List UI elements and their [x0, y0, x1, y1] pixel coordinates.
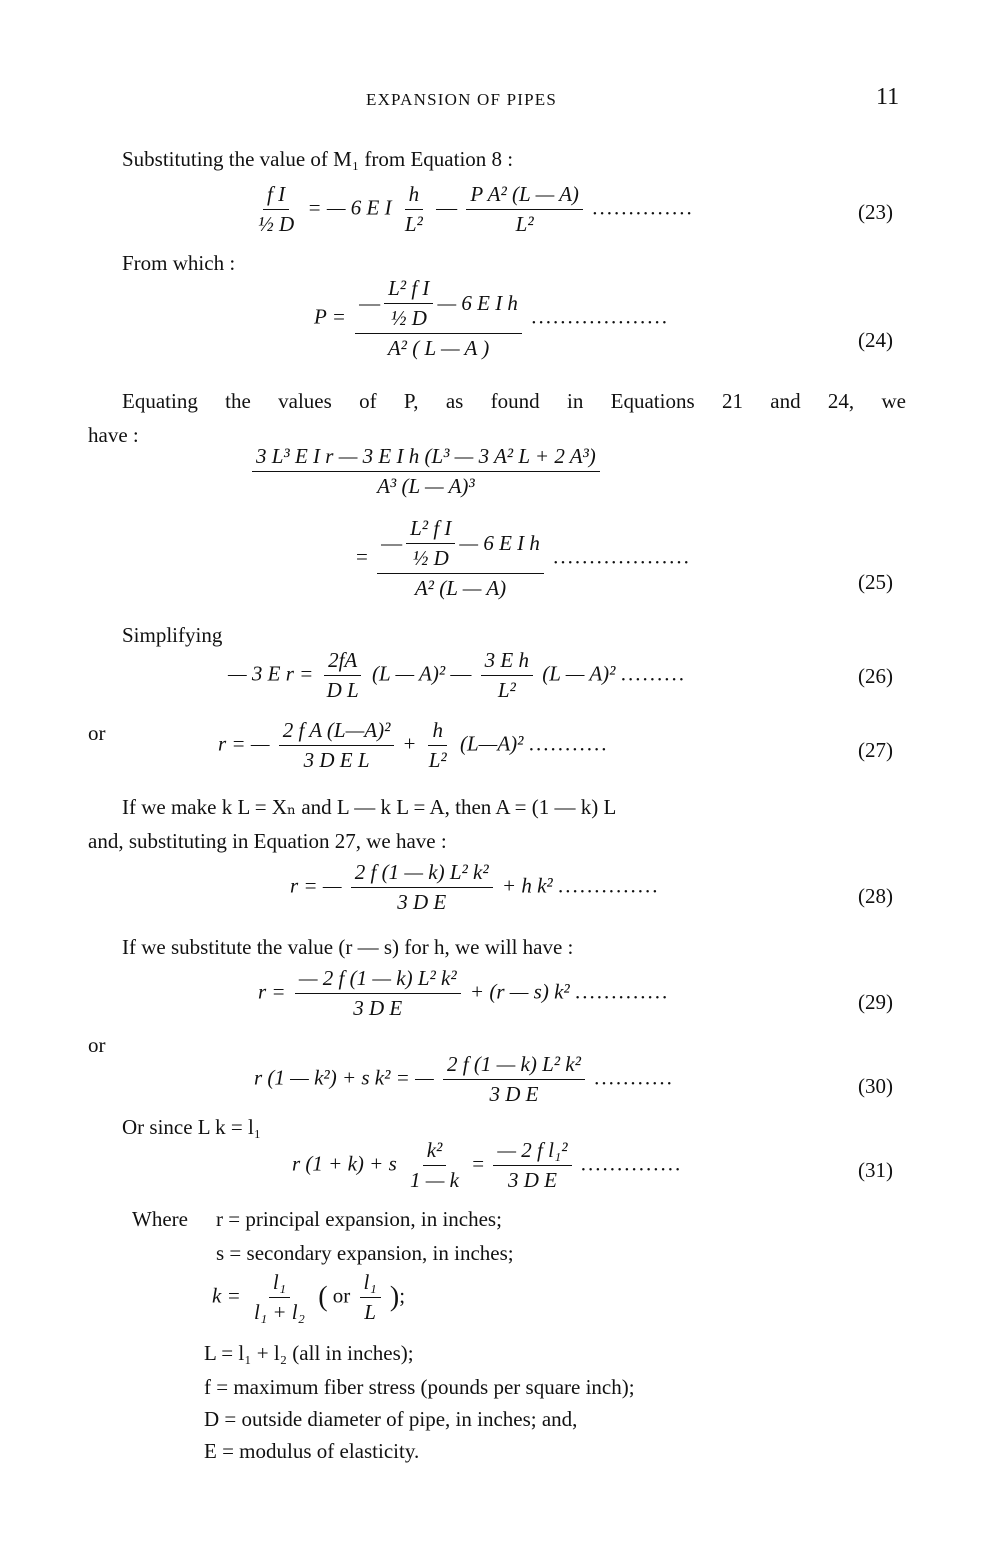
definition-L: L = l₁ + l₂ (all in inches); [204, 1341, 414, 1365]
or-label-1: or [88, 721, 106, 745]
from-which-label: From which : [122, 251, 236, 275]
equation-25-bottom: = — $\frac{\text{L² f I}}{\text{½ D}}$ — 6 E I h A² (L — A) ................... [356, 516, 691, 600]
eq25-inner-fraction: $\frac{\text{L² f I}}{\text{½ D}}$ [406, 516, 455, 571]
paragraph-equating-line1: Equating the values of P, as found in Equations 21 and 24, we [122, 389, 906, 413]
equation-23: $\frac{\text{f I}}{\text{½ D}}$ = — 6 E I $\frac{h}{\text{L²}}$ — $\frac{\text{P A² (L — A)}}{\text{L²}}$ .............. [250, 182, 694, 237]
where-label: Where [132, 1207, 188, 1231]
equation-number-26: (26) [858, 664, 893, 688]
definition-k: k = $\frac{\text{l₁}}{\text{l₁ + l₂}}$ ( or $\frac{\text{l₁}}{L}$ ); [212, 1270, 406, 1324]
definition-D: D = outside diameter of pipe, in inches; and, [204, 1407, 578, 1431]
equation-27: r = — $\frac{\text{2 f A (L—A)²}}{\text{3 D E L}}$ + $\frac{h}{\text{L²}}$ (L—A)² ........... [218, 718, 609, 772]
or-label-2: or [88, 1033, 106, 1057]
k-alt-fraction: $\frac{\text{l₁}}{L}$ [360, 1270, 381, 1325]
equation-number-25: (25) [858, 570, 893, 594]
eq25-main-fraction: — $\frac{\text{L² f I}}{\text{½ D}}$ — 6 E I h A² (L — A) [377, 516, 544, 601]
equation-number-29: (29) [858, 990, 893, 1014]
eq31-term1-fraction: $\frac{\text{k²}}{1 — k}$ [410, 1138, 459, 1192]
equation-number-23: (23) [858, 200, 893, 224]
equation-31: r (1 + k) + s $\frac{\text{k²}}{1 — k}$ = $\frac{\text{— 2 f l₁²}}{\text{3 D E}}$ .............. [292, 1138, 683, 1192]
page-header [0, 84, 1000, 116]
equation-number-28: (28) [858, 884, 893, 908]
paragraph-substitute-r-s: If we substitute the value (r — s) for h, we will have : [122, 935, 574, 959]
definition-r: r = principal expansion, in inches; [216, 1207, 502, 1231]
definition-s: s = secondary expansion, in inches; [216, 1241, 514, 1265]
eq23-term3-fraction: $\frac{\text{P A² (L — A)}}{\text{L²}}$ [466, 182, 583, 237]
eq23-term2-fraction: $\frac{h}{\text{L²}}$ [404, 182, 423, 236]
equation-number-27: (27) [858, 738, 893, 762]
eq26-term1-fraction: $\frac{2fA}{\text{D L}}$ [323, 648, 363, 703]
paragraph-equating-line2: have : [88, 423, 139, 447]
equation-28: r = — $\frac{\text{2 f (1 — k) L² k²}}{\text{3 D E}}$ + h k² .............. [290, 860, 660, 914]
eq28-fraction: $\frac{\text{2 f (1 — k) L² k²}}{\text{3 D E}}$ [351, 860, 493, 915]
page-number: 11 [876, 84, 900, 110]
definition-f: f = maximum fiber stress (pounds per square inch); [204, 1375, 635, 1399]
eq24-inner-fraction: $\frac{\text{L² f I}}{\text{½ D}}$ [384, 276, 433, 331]
eq23-lhs-fraction: $\frac{\text{f I}}{\text{½ D}}$ [258, 182, 295, 236]
paragraph-substituting: Substituting the value of M₁ from Equation 8 : [122, 147, 514, 171]
equation-number-31: (31) [858, 1158, 893, 1182]
equation-number-30: (30) [858, 1074, 893, 1098]
paragraph-make-line2: and, substituting in Equation 27, we have : [88, 829, 447, 853]
eq25-top-fraction: $\frac{\text{3 L³ E I r — 3 E I h (L³ — 3 A² L + 2 A³)}}{\text{A³ (L — A)³}}$ [252, 444, 600, 499]
eq26-term2-fraction: $\frac{\text{3 E h}}{\text{L²}}$ [481, 648, 533, 703]
eq27-term1-fraction: $\frac{\text{2 f A (L—A)²}}{\text{3 D E L}}$ [279, 718, 395, 773]
equation-25-top [248, 444, 604, 499]
eq27-term2-fraction: $\frac{h}{\text{L²}}$ [428, 718, 447, 772]
or-since-line: Or since L k = l₁ [122, 1115, 262, 1139]
equation-30: r (1 — k²) + s k² = — $\frac{\text{2 f (1 — k) L² k²}}{\text{3 D E}}$ ........... [254, 1052, 674, 1106]
equation-number-24: (24) [858, 328, 893, 352]
definition-E: E = modulus of elasticity. [204, 1439, 420, 1463]
eq31-term2-fraction: $\frac{\text{— 2 f l₁²}}{\text{3 D E}}$ [493, 1138, 571, 1193]
eq30-fraction: $\frac{\text{2 f (1 — k) L² k²}}{\text{3 D E}}$ [443, 1052, 585, 1107]
running-title: EXPANSION OF PIPES [366, 90, 558, 109]
equation-29: r = $\frac{\text{— 2 f (1 — k) L² k²}}{\text{3 D E}}$ + (r — s) k² ............. [258, 966, 670, 1020]
k-fraction: $\frac{\text{l₁}}{\text{l₁ + l₂}}$ [254, 1270, 305, 1324]
eq24-main-fraction: — $\frac{\text{L² f I}}{\text{½ D}}$ — 6 E I h A² ( L — A ) [355, 276, 522, 361]
equation-26: — 3 E r = $\frac{2fA}{\text{D L}}$ (L — A)² — $\frac{\text{3 E h}}{\text{L²}}$ (L — A)² ......... [228, 648, 686, 702]
equation-24: P = — $\frac{\text{L² f I}}{\text{½ D}}$ — 6 E I h A² ( L — A ) ................... [314, 276, 669, 360]
eq29-fraction: $\frac{\text{— 2 f (1 — k) L² k²}}{\text{3 D E}}$ [295, 966, 461, 1021]
paragraph-make-line1: If we make k L = Xₙ and L — k L = A, then A = (1 — k) L [122, 795, 617, 819]
simplifying-label: Simplifying [122, 623, 223, 647]
